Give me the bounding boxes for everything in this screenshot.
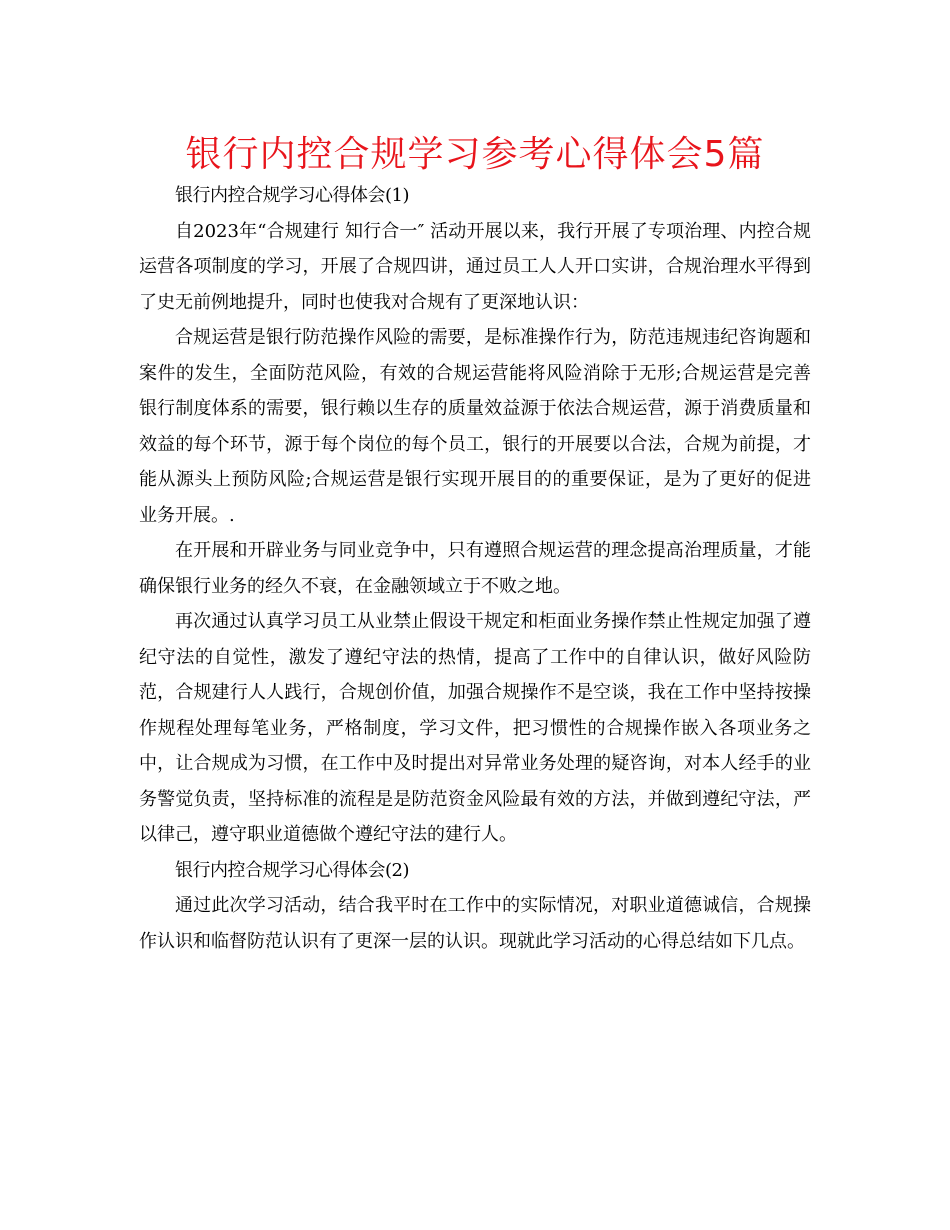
document-title: 银行内控合规学习参考心得体会5篇 (185, 134, 765, 175)
paragraph-intro: 自2023年“合规建行 知行合一″ 活动开展以来，我行开展了专项治理、内控合规运营各项制度的学习，开展了合规四讲，通过员工人人开口实讲，合规治理水平得到了史无前例地提升，同时也使我对合规有了更深地认识： (139, 220, 811, 313)
document-body (139, 178, 811, 959)
paragraph-competition: 在开展和开辟业务与同业竞争中，只有遵照合规运营的理念提高治理质量，才能确保银行业务的经久不衰，在金融领域立于不败之地。 (139, 540, 811, 597)
section-heading-1: 银行内控合规学习心得体会(1) (175, 185, 409, 206)
paragraph-compliance-operation: 合规运营是银行防范操作风险的需要，是标准操作行为，防范违规违纪咨询题和案件的发生，全面防范风险，有效的合规运营能将风险消除于无形;合规运营是完善银行制度体系的需要，银行赖以生存的质量效益源于依法合规运营，源于消费质量和效益的每个环节，源于每个岗位的每个员工，银行的开展要以合法，合规为前提，才能从源头上预防风险;合规运营是银行实现开展目的的重要保证，是为了更好的促进业务开展。. (139, 327, 811, 526)
paragraph-second-intro: 通过此次学习活动，结合我平时在工作中的实际情况，对职业道德诚信，合规操作认识和临督防范认识有了更深一层的认识。现就此学习活动的心得总结如下几点。 (139, 895, 811, 952)
section-heading-2: 银行内控合规学习心得体会(2) (175, 859, 409, 881)
paragraph-study-rules: 再次通过认真学习员工从业禁止假设干规定和柜面业务操作禁止性规定加强了遵纪守法的自觉性，激发了遵纪守法的热情，提高了工作中的自律认识，做好风险防范，合规建行人人践行，合规创价值，加强合规操作不是空谈，我在工作中坚持按操作规程处理每笔业务，严格制度，学习文件，把习惯性的合规操作嵌入各项业务之中，让合规成为习惯，在工作中及时提出对异常业务处理的疑咨询，对本人经手的业务警觉负责，坚持标准的流程是是防范资金风险最有效的方法，并做到遵纪守法，严以律己，遵守职业道德做个遵纪守法的建行人。 (139, 611, 811, 845)
